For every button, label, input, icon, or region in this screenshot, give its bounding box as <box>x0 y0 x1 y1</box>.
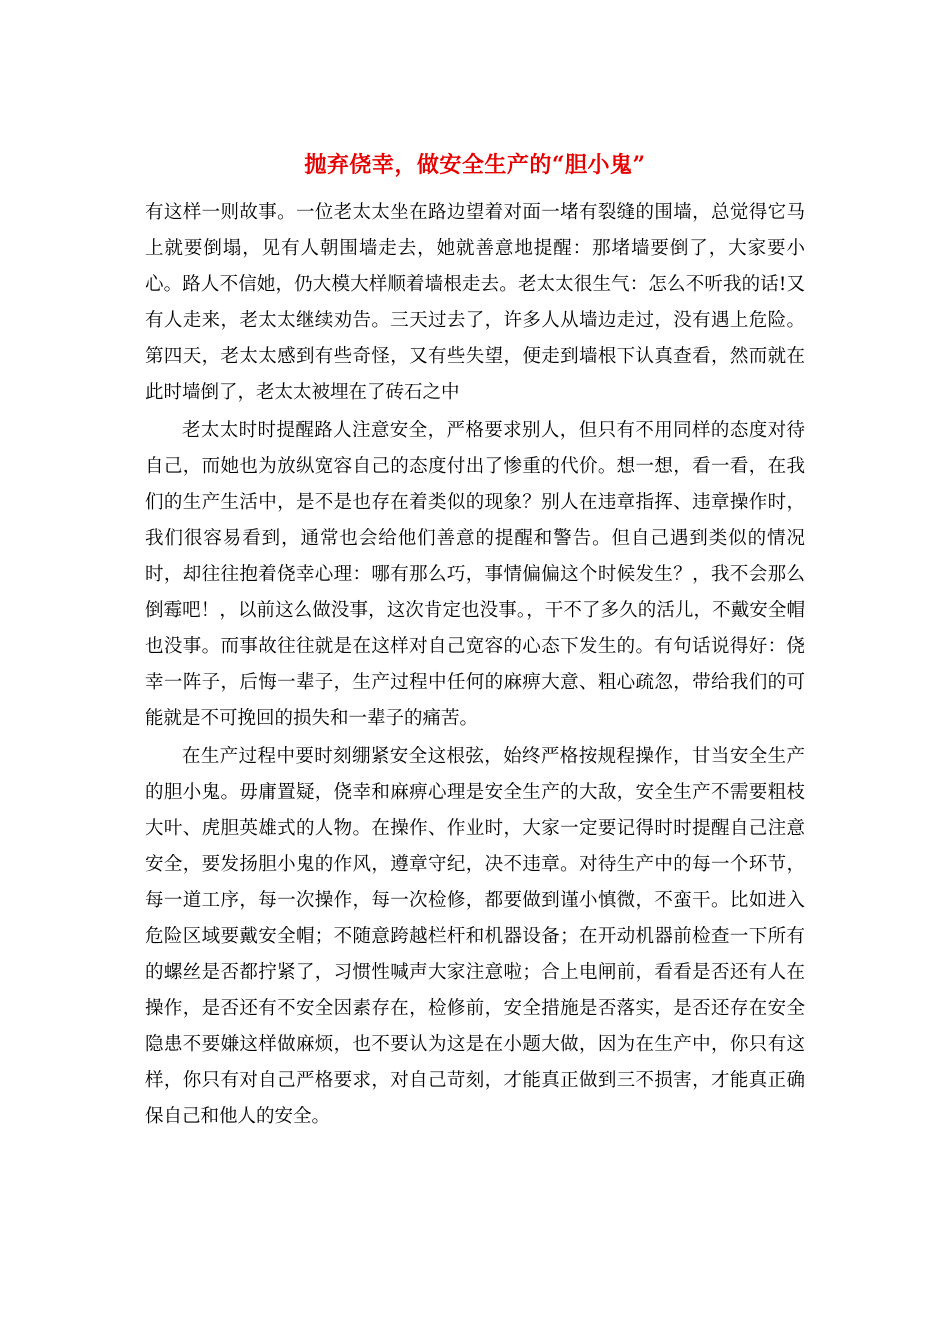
paragraph-story: 有这样一则故事。一位老太太坐在路边望着对面一堵有裂缝的围墙，总觉得它马上就要倒塌，见有人朝围墙走去，她就善意地提醒：那堵墙要倒了，大家要小心。路人不信她，仍大模大样顺着墙根走去。老太太很生气：怎么不听我的话!又有人走来，老太太继续劝告。三天过去了，许多人从墙边走过，没有遇上危险。第四天，老太太感到有些奇怪，又有些失望，便走到墙根下认真查看，然而就在此时墙倒了，老太太被埋在了砖石之中 <box>145 202 805 403</box>
paragraph-advice: 在生产过程中要时刻绷紧安全这根弦，始终严格按规程操作，甘当安全生产的胆小鬼。毋庸置疑，侥幸和麻痹心理是安全生产的大敌，安全生产不需要粗枝大叶、虎胆英雄式的人物。在操作、作业时，大家一定要记得时时提醒自己注意安全，要发扬胆小鬼的作风，遵章守纪，决不违章。对待生产中的每一个环节，每一道工序，每一次操作，每一次检修，都要做到谨小慎微，不蛮干。比如进入危险区域要戴安全帽；不随意跨越栏杆和机器设备；在开动机器前检查一下所有的螺丝是否都拧紧了，习惯性喊声大家注意啦；合上电闸前，看看是否还有人在操作，是否还有不安全因素存在，检修前，安全措施是否落实，是否还存在安全隐患不要嫌这样做麻烦，也不要认为这是在小题大做，因为在生产中，你只有这样，你只有对自己严格要求，对自己苛刻，才能真正做到三不损害，才能真正确保自己和他人的安全。 <box>145 746 805 1127</box>
document-title: 抛弃侥幸，做安全生产的“胆小鬼” <box>304 152 646 178</box>
paragraph-reflection: 老太太时时提醒路人注意安全，严格要求别人，但只有不用同样的态度对待自己，而她也为放纵宽容自己的态度付出了惨重的代价。想一想，看一看，在我们的生产生活中，是不是也存在着类似的现象？别人在违章指挥、违章操作时，我们很容易看到，通常也会给他们善意的提醒和警告。但自己遇到类似的情况时，却往往抱着侥幸心理：哪有那么巧，事情偏偏这个时候发生？，我不会那么倒霉吧！，以前这么做没事，这次肯定也没事。，干不了多久的活儿，不戴安全帽也没事。而事故往往就是在这样对自己宽容的心态下发生的。有句话说得好：侥幸一阵子，后悔一辈子，生产过程中任何的麻痹大意、粗心疏忽，带给我们的可能就是不可挽回的损失和一辈子的痛苦。 <box>145 420 805 729</box>
document-body <box>145 195 805 1135</box>
